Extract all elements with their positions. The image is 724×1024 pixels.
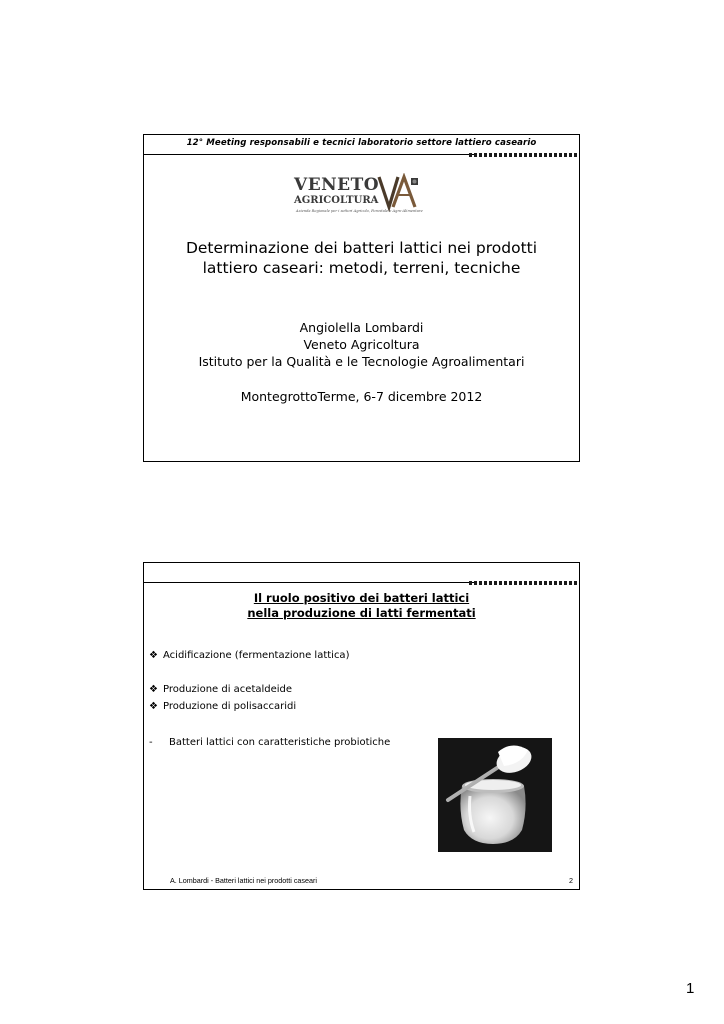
bullet-text: Produzione di acetaldeide bbox=[163, 684, 293, 695]
slide-2 bbox=[143, 562, 580, 890]
header-dotted-rule bbox=[469, 581, 579, 585]
title-line-2: nella produzione di latti fermentati bbox=[247, 606, 476, 620]
title-line-2: lattiero caseari: metodi, terreni, tecniche bbox=[202, 259, 521, 277]
list-item bbox=[149, 737, 390, 748]
list-item bbox=[149, 650, 349, 661]
bullet-text: Batteri lattici con caratteristiche probiotiche bbox=[169, 737, 391, 748]
institute: Istituto per la Qualità e le Tecnologie Agroalimentari bbox=[198, 354, 525, 369]
list-item bbox=[149, 701, 296, 712]
header-dotted-rule bbox=[469, 153, 579, 157]
diamond-bullet-icon: ❖ bbox=[149, 701, 158, 712]
yogurt-jar-photo bbox=[438, 738, 552, 852]
logo-text-veneto: VENETO bbox=[294, 175, 380, 195]
diamond-bullet-icon: ❖ bbox=[149, 650, 158, 661]
page-number: 1 bbox=[686, 980, 695, 997]
slide-title bbox=[148, 238, 575, 278]
slide-header: 12° Meeting responsabili e tecnici laboratorio settore lattiero caseario bbox=[186, 138, 537, 148]
title-line-1: Determinazione dei batteri lattici nei prodotti bbox=[185, 239, 538, 257]
slide-footer: A. Lombardi - Batteri lattici nei prodotti caseari bbox=[170, 876, 318, 885]
header-rule bbox=[144, 582, 474, 583]
dash-bullet: - bbox=[149, 737, 153, 748]
title-line-1: Il ruolo positivo dei batteri lattici bbox=[253, 591, 470, 605]
list-item bbox=[149, 684, 292, 695]
slide-number: 2 bbox=[569, 876, 573, 885]
veneto-agricoltura-logo bbox=[294, 175, 429, 217]
logo-text-agricoltura: AGRICOLTURA bbox=[294, 195, 379, 206]
author-block bbox=[144, 319, 579, 370]
organization: Veneto Agricoltura bbox=[303, 337, 420, 352]
diamond-bullet-icon: ❖ bbox=[149, 684, 158, 695]
bullet-text: Acidificazione (fermentazione lattica) bbox=[163, 650, 350, 661]
bullet-text: Produzione di polisaccaridi bbox=[163, 701, 297, 712]
author-name: Angiolella Lombardi bbox=[299, 320, 424, 335]
slide-1 bbox=[143, 134, 580, 462]
logo-tagline: Azienda Regionale per i settori Agricolo, Forestale e Agro-Alimentare bbox=[296, 209, 423, 213]
header-rule bbox=[144, 154, 474, 155]
event-info: MontegrottoTerme, 6-7 dicembre 2012 bbox=[240, 389, 483, 404]
slide-title bbox=[144, 591, 579, 621]
logo-va-mark-icon bbox=[376, 173, 426, 213]
